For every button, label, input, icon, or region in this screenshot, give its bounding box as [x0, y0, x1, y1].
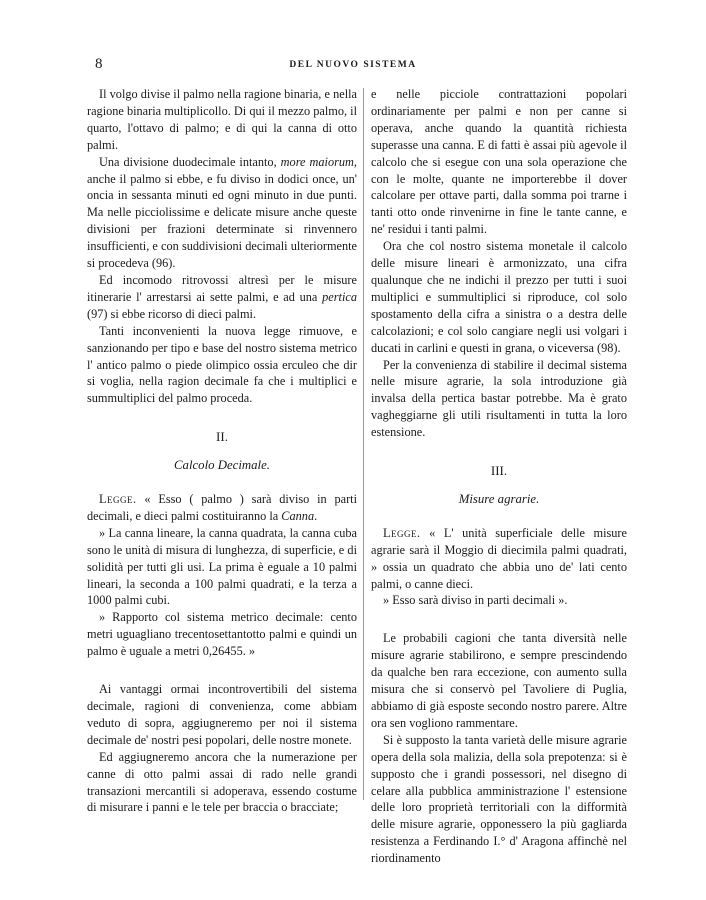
law-label: Legge. [99, 492, 137, 507]
page-number: 8 [95, 56, 103, 72]
left-column [87, 86, 357, 816]
column-divider [363, 88, 364, 800]
right-column [371, 86, 627, 867]
law-label: Legge. [383, 525, 421, 540]
text-run: « Esso ( palmo ) sarà diviso in parti decimali, e dieci palmi costituiranno la [87, 492, 357, 523]
law-text [87, 491, 357, 660]
law-paragraph: » Rapporto col sistema metrico decimale: cento metri uguagliano trecentosettantotto palmi e quindi un palmo è uguale a metri 0,26455. » [87, 610, 357, 659]
text-run: Una divisione duodecimale intanto, [99, 154, 281, 169]
paragraph [87, 272, 357, 323]
law-paragraph [87, 491, 357, 525]
law-paragraph [371, 525, 627, 593]
section-title: Misure agrarie. [458, 491, 540, 506]
text-run: (97) si ebbe ricorso di dieci palmi. [87, 306, 257, 321]
text-run: , anche il palmo si ebbe, e fu diviso in dodici once, un' oncia in sessanta minuti ed ogni minuto in due punti. Ma nelle picciolissime e delicate misure anche queste divisioni per frazioni determinate si rinvennero insufficienti, e con suddivisioni decimali ulteriormente si procedeva (96). [87, 154, 357, 271]
paragraph: Ai vantaggi ormai incontrovertibili del sistema decimale, ragioni di convenienza, come abbiam veduto di sopra, aggiugneremo per noi il sistema decimale de' nostri pesi popolari, delle nostre monete. [87, 682, 357, 747]
italic-term: pertica [322, 289, 357, 304]
italic-term: Canna [281, 508, 315, 523]
law-paragraph: » Esso sarà diviso in parti decimali ». [383, 593, 568, 608]
paragraph: Ed aggiugneremo ancora che la numerazione per canne di otto palmi assai di rado nelle grandi transazioni mercantili si adoperava, essendo costume di misurare i panni e le tele per braccia o bracciate; [87, 749, 357, 815]
paragraph: Ora che col nostro sistema monetale il calcolo delle misure lineari è armonizzato, una cifra qualunque che ne indichi il prezzo per tutti i suoi multiplici e summultiplici si riproduce, col solo spostamento della cifra a sinistra o a destra delle calcolazioni; e col solo cangiare negli usi volgari i ducati in carlini e questi in grana, o viceversa (98). [371, 239, 627, 355]
italic-phrase: more maiorum [280, 154, 354, 169]
paragraph [87, 154, 357, 272]
running-head: DEL NUOVO SISTEMA [289, 60, 417, 70]
paragraph: e nelle picciole contrattazioni popolari ordinariamente per palmi e non per canne si operava, anche quando la quantità richiesta superasse una canna. E di fatti è assai più agevole il calcolo che si esegue con una sola operazione che con le molte, quante ne importerebbe il dover calcolare per ottave parti, dalla somma poi trarne i tanti otto onde rinvenirne in fine le tante canne, e ne' residui i tanti palmi. [371, 87, 627, 237]
text-run: « L' unità superficiale delle misure agrarie sarà il Moggio di diecimila palmi quadrati, » ossia un quadrato che abbia uno de' lati cento palmi, o canne dieci. [371, 525, 627, 591]
section-number: III. [490, 463, 508, 479]
section-title: Calcolo Decimale. [174, 458, 270, 473]
paragraph: Per la convenienza di stabilire il decimal sistema nelle misure agrarie, la sola introduzione già invalsa della pertica bastar potrebbe. Ma è grato vagheggiarne gli utili risultamenti in tutta la loro estensione. [371, 357, 627, 440]
paragraph: Si è supposto la tanta varietà delle misure agrarie opera della sola malizia, della sola prepotenza: si è supposto che i grandi possessori, nel disegno di celare alla pubblica amministrazione l' estensione delle loro proprietà territoriali con la difformità delle misure agrarie, opponessero la più gagliarda resistenza a Ferdinando I.° d' Aragona affinchè nel riordinamento [371, 732, 627, 866]
paragraph: Tanti inconvenienti la nuova legge rimuove, e sanzionando per tipo e base del nostro sistema metrico l' antico palmo o piede olimpico ossia erculeo che dir si voglia, nella ragion decimale fa che i multiplici e summultiplici del palmo proceda. [87, 323, 357, 406]
text-run: . [314, 508, 318, 523]
section-number: II. [216, 429, 228, 445]
paragraph: Il volgo divise il palmo nella ragione binaria, e nella ragione binaria multiplicollo. Di qui il mezzo palmo, il quarto, l'ottavo di palmo; e di qui la canna di otto palmi. [87, 87, 357, 152]
paragraph: Le probabili cagioni che tanta diversità nelle misure agrarie stabilirono, e sempre prescindendo da qualche ben rara eccezione, con aumento sulla misura che si conservò pel Tavoliere di Puglia, abbiamo di già esposte secondo nostro parere. Altre ora sen vogliono rammentare. [371, 631, 627, 730]
law-text [371, 525, 627, 610]
text-run: Ed incomodo ritrovossi altresì per le misure itinerarie l' arrestarsi ai sette palmi, e ad una [87, 272, 357, 304]
law-paragraph: » La canna lineare, la canna quadrata, la canna cuba sono le unità di misura di lunghezza, di superficie, e di solidità per tutti gli usi. La prima è eguale a 10 palmi lineari, la seconda a 100 palmi quadrati, e la terza a 1000 palmi cubi. [87, 525, 357, 608]
